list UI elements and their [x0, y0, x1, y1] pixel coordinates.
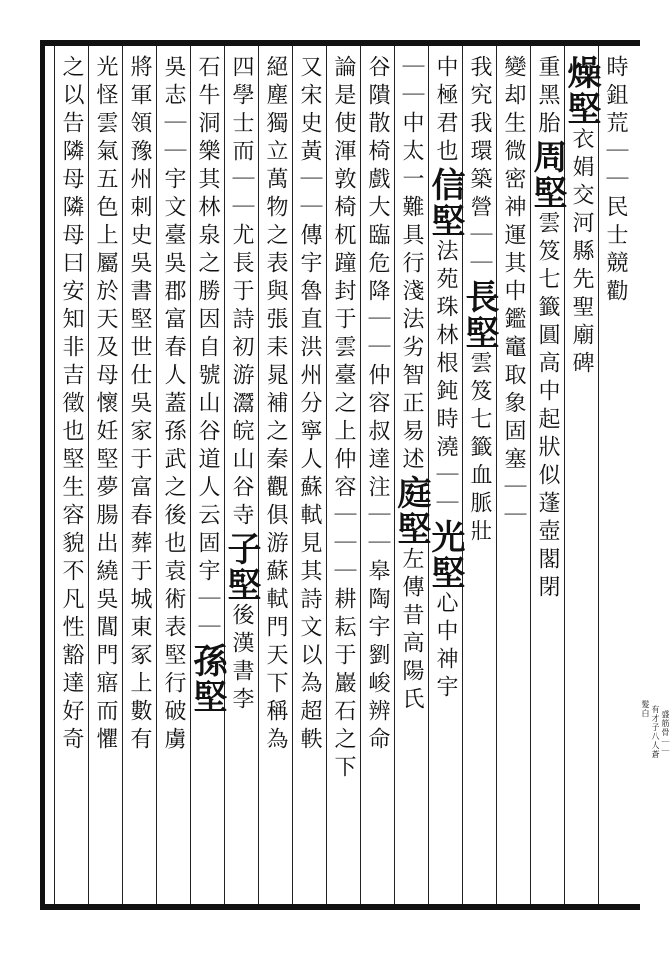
- column-rule: [122, 46, 123, 904]
- column-rule: [326, 46, 327, 904]
- text-column: [391, 55, 431, 715]
- column-text: 重黑胎: [535, 55, 560, 139]
- column-rule: [258, 46, 259, 904]
- margin-note: 盛筋骨｜｜: [661, 710, 670, 755]
- column-text: 難具行淺法劣智正易述: [399, 195, 424, 475]
- column-rule: [224, 46, 225, 904]
- text-column: [425, 55, 465, 703]
- column-text: 又宋史黃｜｜傳宇魯直洪州分寧人蘇軾見其詩文以為超軼: [297, 55, 322, 755]
- text-column: [187, 55, 227, 715]
- column-text: 心中神宇: [433, 591, 458, 703]
- entry-heading: 長堅: [459, 279, 499, 351]
- text-column: [56, 55, 86, 755]
- column-text: 固宇｜｜: [195, 531, 220, 643]
- column-text: 中極君也: [433, 55, 458, 167]
- top-border: [40, 40, 640, 46]
- column-text: 微密神運其中鑑竈取象固塞｜｜: [501, 139, 526, 531]
- text-column: [221, 55, 261, 715]
- column-rule: [156, 46, 157, 904]
- entry-heading: 燥堅: [561, 55, 601, 127]
- column-rule: [360, 46, 361, 904]
- margin-note: 有才子八人蒼: [651, 705, 660, 759]
- entry-heading: 光堅: [425, 519, 465, 591]
- column-text: 左傳昔高陽氏: [399, 547, 424, 715]
- text-column: [158, 55, 188, 755]
- text-column: [260, 55, 290, 755]
- margin-note: 髮白: [641, 700, 650, 718]
- text-column: [498, 55, 528, 531]
- column-text: 四學士而｜｜尤長于詩初游灊皖山谷寺: [229, 55, 254, 531]
- column-text: 後漢書李: [229, 603, 254, 715]
- column-rule: [598, 46, 599, 904]
- column-text: 論是使渾敦椅杌蹱封于雲臺之上仲容｜｜｜耕耘于巖石之下: [331, 55, 356, 783]
- column-text: 雲笈七籤圓高中起狀似蓬壺閣閉: [535, 211, 560, 603]
- column-rule: [292, 46, 293, 904]
- column-rule: [88, 46, 89, 904]
- entry-heading: 孫堅: [187, 643, 227, 715]
- column-text: 吳志｜｜宇文臺吳郡富春人蓋孫武之後也袁術表堅行破虜: [161, 55, 186, 755]
- text-column: [527, 55, 567, 603]
- text-column: [459, 55, 499, 547]
- text-column: [362, 55, 392, 755]
- left-border: [40, 40, 45, 910]
- column-rule: [190, 46, 191, 904]
- entry-heading: 子堅: [221, 531, 261, 603]
- text-column: [294, 55, 324, 755]
- column-text: 我究我環築營｜｜: [467, 55, 492, 279]
- column-text: 衣娟交河縣先聖廟碑: [569, 127, 594, 379]
- column-rule: [54, 46, 55, 904]
- column-text: 變却生: [501, 55, 526, 139]
- column-text: 石牛洞樂其林泉之勝因自號山谷道人云: [195, 55, 220, 531]
- column-text: 光怪雲氣五色上屬於天及母懷妊堅夢腸出繞吳閶門寤而懼: [93, 55, 118, 755]
- column-text: 之以告隣母隣母曰安知非吉徵也堅生容貌不凡性豁達好奇: [59, 55, 84, 755]
- column-text: ｜｜中太一: [399, 55, 424, 195]
- entry-heading: 周堅: [527, 139, 567, 211]
- text-column: [328, 55, 358, 783]
- text-column: [561, 55, 601, 379]
- column-text: 雲笈七籤血脈壯: [467, 351, 492, 547]
- text-column: [90, 55, 120, 755]
- column-text: 將軍領豫州刺史吳書堅世仕吳家于富春葬于城東冢上數有: [127, 55, 152, 755]
- column-text: 法苑珠林根鈍時澆｜｜: [433, 239, 458, 519]
- column-text: 谷隤散椅戲大臨危降｜｜仲容叔達注｜｜皋陶宇劉峻辨命: [365, 55, 390, 755]
- text-column: [124, 55, 154, 755]
- column-text: 時鉏荒｜｜: [603, 55, 628, 195]
- entry-heading: 庭堅: [391, 475, 431, 547]
- bottom-border: [40, 904, 640, 910]
- text-column: [600, 55, 630, 307]
- entry-heading: 信堅: [425, 167, 465, 239]
- column-text: 民士競勸: [603, 195, 628, 307]
- column-rule: [496, 46, 497, 904]
- column-text: 絕塵獨立萬物之表與張耒晁補之秦觀俱游蘇軾門天下稱為: [263, 55, 288, 755]
